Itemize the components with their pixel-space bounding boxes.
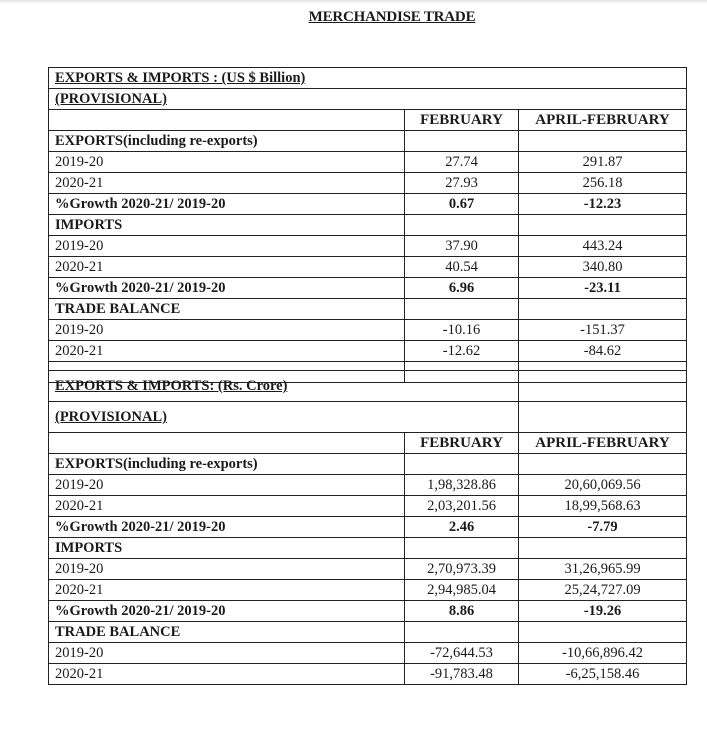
april-february-value [519,454,687,475]
row-label: %Growth 2020-21/ 2019-20 [49,278,405,299]
table-body [49,454,687,685]
page-title: MERCHANDISE TRADE [308,9,476,25]
column-header-february: FEBRUARY [405,433,519,454]
row-label: 2020-21 [49,664,405,685]
row-label: IMPORTS [49,215,405,236]
february-value: 2.46 [405,517,519,538]
april-february-value [519,299,687,320]
table-row [49,236,687,257]
table-body [49,131,687,383]
table-row [49,173,687,194]
february-value [405,215,519,236]
table-row [49,475,687,496]
april-february-value: -10,66,896.42 [519,643,687,664]
row-label: IMPORTS [49,538,405,559]
row-label: 2019-20 [49,152,405,173]
row-label: 2020-21 [49,580,405,601]
table-subtitle-cell [49,89,687,110]
column-header-april-february: APRIL-FEBRUARY [519,433,687,454]
table-row [49,664,687,685]
table-row [49,215,687,236]
february-value: 1,98,328.86 [405,475,519,496]
row-label: TRADE BALANCE [49,299,405,320]
table-row [49,320,687,341]
table-title: EXPORTS & IMPORTS : (US $ Billion) [55,70,306,86]
april-february-value: 25,24,727.09 [519,580,687,601]
row-label: TRADE BALANCE [49,622,405,643]
table-row [49,341,687,362]
table-row [49,257,687,278]
table-subtitle: (PROVISIONAL) [55,91,167,107]
table-row [49,278,687,299]
april-february-value: 18,99,568.63 [519,496,687,517]
april-february-value: -151.37 [519,320,687,341]
row-label: 2019-20 [49,643,405,664]
blank-cell [519,371,687,402]
april-february-value: 443.24 [519,236,687,257]
row-label: 2020-21 [49,341,405,362]
april-february-value: 20,60,069.56 [519,475,687,496]
table-row [49,152,687,173]
february-value: 0.67 [405,194,519,215]
table-row [49,643,687,664]
april-february-value: -84.62 [519,341,687,362]
table-row [49,559,687,580]
april-february-value: -6,25,158.46 [519,664,687,685]
april-february-value: 256.18 [519,173,687,194]
header-blank-cell [49,110,405,131]
table-title-cell [49,371,519,402]
row-label: EXPORTS(including re-exports) [49,131,405,152]
february-value: -10.16 [405,320,519,341]
april-february-value [519,622,687,643]
february-value: 40.54 [405,257,519,278]
table-title: EXPORTS & IMPORTS: (Rs. Crore) [55,378,288,394]
table-row [49,580,687,601]
april-february-value: 340.80 [519,257,687,278]
february-value: 27.93 [405,173,519,194]
april-february-value: -23.11 [519,278,687,299]
top-shadow [0,0,707,4]
row-label: EXPORTS(including re-exports) [49,454,405,475]
row-label: 2020-21 [49,257,405,278]
february-value [405,622,519,643]
table-row [49,601,687,622]
table-title-cell [49,68,687,89]
table-row [49,194,687,215]
february-value [405,538,519,559]
april-february-value [519,215,687,236]
february-value: 37.90 [405,236,519,257]
row-label: %Growth 2020-21/ 2019-20 [49,601,405,622]
april-february-value: -7.79 [519,517,687,538]
table-row [49,131,687,152]
blank-cell [519,402,687,433]
row-label: 2019-20 [49,475,405,496]
row-label: 2020-21 [49,496,405,517]
february-value: -12.62 [405,341,519,362]
february-value [405,299,519,320]
april-february-value: -19.26 [519,601,687,622]
table-row [49,538,687,559]
table-row [49,622,687,643]
february-value: -91,783.48 [405,664,519,685]
april-february-value: -12.23 [519,194,687,215]
february-value: -72,644.53 [405,643,519,664]
april-february-value [519,131,687,152]
table-row [49,496,687,517]
february-value: 27.74 [405,152,519,173]
row-label: %Growth 2020-21/ 2019-20 [49,517,405,538]
row-label: 2019-20 [49,320,405,341]
rs-crore-table [48,370,687,685]
row-label: 2020-21 [49,173,405,194]
table-subtitle-cell [49,402,519,433]
february-value [405,131,519,152]
february-value [405,454,519,475]
april-february-value: 31,26,965.99 [519,559,687,580]
usd-billion-table [48,67,687,383]
february-value: 8.86 [405,601,519,622]
april-february-value: 291.87 [519,152,687,173]
april-february-value [519,538,687,559]
row-label: %Growth 2020-21/ 2019-20 [49,194,405,215]
table-row [49,454,687,475]
header-blank-cell [49,433,405,454]
row-label: 2019-20 [49,236,405,257]
table-row [49,517,687,538]
february-value: 6.96 [405,278,519,299]
table-row [49,299,687,320]
row-label: 2019-20 [49,559,405,580]
column-header-february: FEBRUARY [405,110,519,131]
february-value: 2,70,973.39 [405,559,519,580]
february-value: 2,03,201.56 [405,496,519,517]
table-subtitle: (PROVISIONAL) [55,409,167,425]
february-value: 2,94,985.04 [405,580,519,601]
column-header-april-february: APRIL-FEBRUARY [519,110,687,131]
